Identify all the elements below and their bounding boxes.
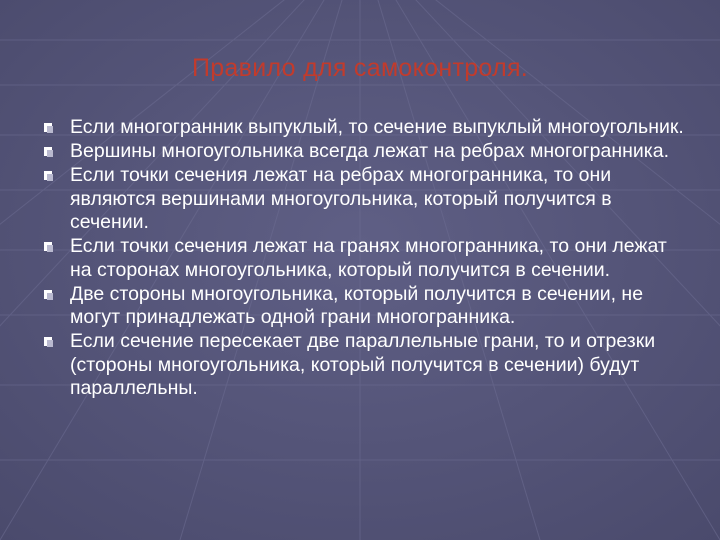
list-item-text: Если точки сечения лежат на гранях многогранника, то они лежат на сторонах многоугольника, который получится в сечении.: [70, 235, 667, 281]
list-item-text: Вершины многоугольника всегда лежат на ребрах многогранника.: [70, 140, 669, 163]
list-item: [44, 140, 684, 164]
rules-list: [44, 116, 684, 402]
list-item: [44, 164, 684, 235]
list-item-text: Две стороны многоугольника, который получится в сечении, не могут принадлежать одной грани многогранника.: [70, 282, 644, 329]
list-item: [44, 330, 684, 401]
square-bullet-icon: [44, 147, 53, 157]
list-item: [44, 116, 684, 140]
square-bullet-icon: [44, 337, 53, 347]
list-item-text: Если сечение пересекает две параллельные грани, то и отрезки (стороны многоугольника, который получится в сечении) будут параллельны.: [70, 330, 656, 400]
list-item: [44, 283, 684, 330]
list-item: [44, 235, 684, 282]
slide-title: Правило для самоконтроля.: [191, 54, 529, 82]
square-bullet-icon: [44, 242, 53, 252]
square-bullet-icon: [44, 171, 53, 181]
square-bullet-icon: [44, 290, 53, 300]
list-item-text: Если многогранник выпуклый, то сечение выпуклый многоугольник.: [70, 116, 684, 138]
square-bullet-icon: [44, 123, 53, 133]
list-item-text: Если точки сечения лежат на ребрах многогранника, то они являются вершинами многоугольника, который получится в сечении.: [70, 164, 612, 234]
